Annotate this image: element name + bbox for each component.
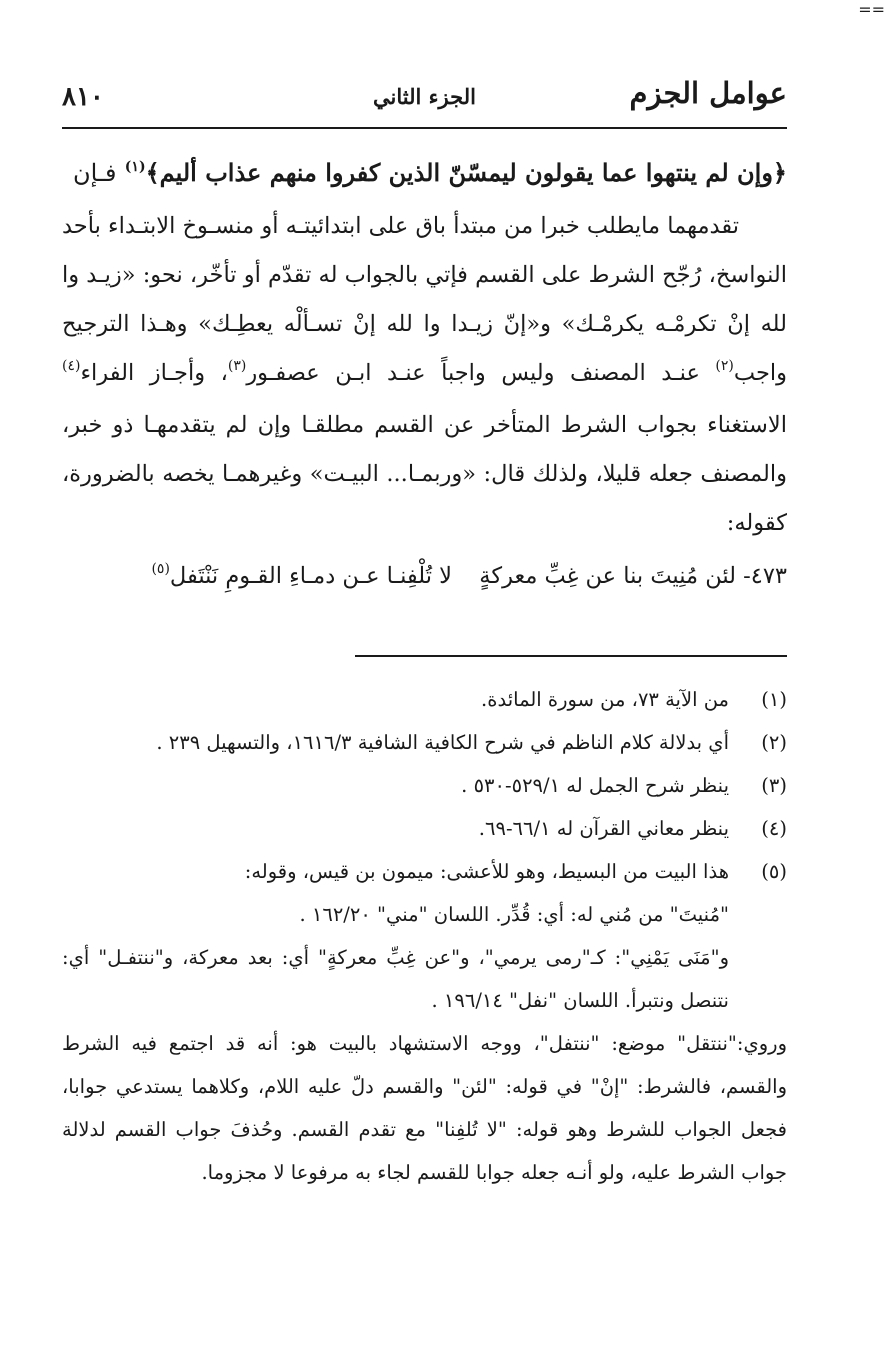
footnote-continuation: و"مَنَى يَمْنِي": كـ"رمى يرمي"، و"عن غِبِّ معركةٍ" أي: بعد معركة، و"ننتفـل" أي: نتنصل ونتبرأ. اللسان "نفل" ١٩٦/١٤ .: [62, 946, 729, 1012]
page-number: ٨١٠: [62, 82, 104, 112]
main-text: [62, 148, 787, 604]
page-header: [62, 66, 787, 116]
continuation-mark: ==: [858, 0, 885, 19]
poem-hemistich-1: ٤٧٣- لئن مُنِيتَ بنا عن غِبِّ معركةٍ: [479, 563, 787, 589]
footnote-divider: [355, 655, 787, 657]
poem-hemistich-2: لا تُلْفِنـا عـن دمـاءِ القـومِ نَنْتَفل: [169, 563, 452, 589]
footnote-item: [62, 850, 787, 1022]
footnote-ref-2: (٢): [715, 358, 734, 374]
footnote-text: ينظر معاني القرآن له ٦٦/١-٦٩.: [478, 817, 729, 840]
quran-verse-line: [62, 148, 787, 202]
footnote-item: [62, 678, 787, 721]
footnote-ref-1: (١): [124, 159, 146, 175]
paragraph-text-c: ، وأجـاز الفراء: [80, 360, 228, 386]
footnote-number: (١): [761, 688, 787, 711]
footnote-item: [62, 807, 787, 850]
footnote-item: [62, 721, 787, 764]
main-paragraph: [62, 202, 787, 548]
footnote-text: أي بدلالة كلام الناظم في شرح الكافية الشافية ١٦١٦/٣، والتسهيل ٢٣٩ .: [156, 731, 729, 754]
footnote-text: من الآية ٧٣، من سورة المائدة.: [481, 688, 729, 711]
header-divider: [62, 127, 787, 129]
book-title: عوامل الجزم: [629, 76, 787, 110]
footnote-ref-5: (٥): [151, 561, 170, 577]
part-label: الجزء الثاني: [373, 84, 476, 109]
verse-tail: فـإن: [72, 159, 117, 187]
footnote-ref-4: (٤): [62, 358, 81, 374]
footnote-text: هذا البيت من البسيط، وهو للأعشى: ميمون بن قيس، وقوله:: [244, 860, 729, 883]
paragraph-text-b: عنـد المصنف وليس واجباً عنـد ابـن عصفـور: [246, 360, 700, 386]
footnote-continuation: "مُنيتَ" من مُني له: أي: قُدِّر. اللسان "مني" ١٦٢/٢٠ .: [299, 903, 729, 926]
footnotes: [62, 678, 787, 1194]
footnote-text: ينظر شرح الجمل له ٥٢٩/١-٥٣٠ .: [461, 774, 729, 797]
footnote-item: [62, 764, 787, 807]
footnote-ref-3: (٣): [227, 358, 247, 374]
poem-line: [62, 552, 787, 604]
footnote-number: (٥): [761, 860, 787, 883]
footnote-commentary: وروي:"ننتقل" موضع: "ننتفل"، ووجه الاستشهاد بالبيت هو: أنه قد اجتمع فيه الشرط والقسم، فالشرط: "إنْ" في قوله: "لئن" والقسم دلّ عليه اللام، وكلاهما يستدعي جوابا، فجعل الجواب للشرط وهو قوله: "لا تُلفِنا" مع تقدم القسم. وحُذفَ جواب القسم لدلالة جواب الشرط عليه، ولو أنـه جعله جوابا للقسم لجاء به مرفوعا لا مجزوما.: [62, 1032, 787, 1184]
footnote-number: (٤): [761, 817, 787, 840]
paragraph-text-d: الاستغناء بجواب الشرط المتأخر عن القسم مطلقـا وإن لم يتقدمهـا ذو خبر، والمصنف جعله قليلا، ولذلك قال: «وربمـا... البيـت» وغيرهمـا يخصه بالضرورة، كقوله:: [62, 412, 787, 536]
quran-verse: ﴿وإن لم ينتهوا عما يقولون ليمسّنّ الذين كفروا منهم عذاب أليم﴾: [145, 158, 787, 187]
footnote-number: (٣): [761, 774, 787, 797]
footnote-number: (٢): [761, 731, 787, 754]
paragraph-text-a: تقدمهما مايطلب خبرا من مبتدأ باق على ابتدائيتـه أو منسـوخ الابتـداء بأحد النواسخ، رُجّح الشرط على القسم فإتي بالجواب له تقدّم أو تأخّر، نحو: «زيـد وا لله إنْ تكرمْـه يكرمْـك» و«إنّ زيـدا وا لله إنْ تسـألْه يعطِـك» وهـذا الترجيح واجب: [62, 213, 787, 386]
